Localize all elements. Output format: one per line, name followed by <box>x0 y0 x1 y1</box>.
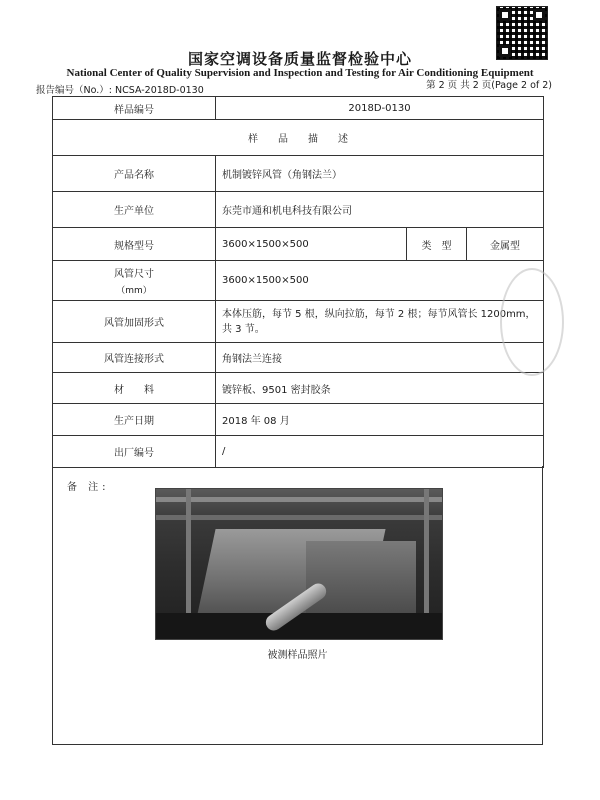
row-label: 材 料 <box>53 373 216 404</box>
remarks-label: 备 注: <box>67 482 110 493</box>
remarks-section <box>52 466 543 745</box>
row-value: 镀锌板、9501 密封胶条 <box>216 373 544 404</box>
sample-photo <box>155 488 443 640</box>
table-row <box>53 261 544 301</box>
row-value: 2018 年 08 月 <box>216 404 544 436</box>
row-label: 出厂编号 <box>53 436 216 468</box>
row-value: 机制镀锌风管（角钢法兰） <box>216 156 544 192</box>
title-chinese: 国家空调设备质量监督检验中心 <box>187 50 412 68</box>
report-number: 报告编号（No.）: NCSA-2018D-0130 <box>36 85 204 96</box>
table-row <box>53 343 544 373</box>
row-label <box>53 261 216 301</box>
row-label-line2: （mm） <box>116 286 152 296</box>
sample-description-table <box>52 96 544 468</box>
row-value: 本体压筋，每节 5 根，纵向拉筋，每节 2 根；每节风管长 1200mm，共 3 节。 <box>216 301 544 343</box>
row-label: 规格型号 <box>53 228 216 261</box>
table-row <box>53 156 544 192</box>
row-value: 3600×1500×500 <box>216 261 544 301</box>
row-value: / <box>216 436 544 468</box>
table-row <box>53 404 544 436</box>
table-row <box>53 228 544 261</box>
row-label: 风管连接形式 <box>53 343 216 373</box>
row-label: 生产日期 <box>53 404 216 436</box>
row-value: 东莞市通和机电科技有限公司 <box>216 192 544 228</box>
row-label-line1: 风管尺寸 <box>114 269 154 280</box>
table-row <box>53 373 544 404</box>
type-label: 类 型 <box>407 228 467 261</box>
row-label: 产品名称 <box>53 156 216 192</box>
row-value: 角钢法兰连接 <box>216 343 544 373</box>
page-number: 第 2 页 共 2 页(Page 2 of 2) <box>426 80 552 91</box>
table-row-heading <box>53 120 544 156</box>
table-row <box>53 192 544 228</box>
row-label: 风管加固形式 <box>53 301 216 343</box>
type-value: 金属型 <box>467 228 544 261</box>
table-row <box>53 436 544 468</box>
section-heading: 样 品 描 述 <box>53 120 544 156</box>
sample-no-value: 2018D-0130 <box>216 97 544 120</box>
row-label: 生产单位 <box>53 192 216 228</box>
row-value: 3600×1500×500 <box>216 228 407 261</box>
photo-caption: 被测样品照片 <box>267 650 328 661</box>
table-row <box>53 301 544 343</box>
sample-no-label: 样品编号 <box>53 97 216 120</box>
table-row-sample-no <box>53 97 544 120</box>
title-english: National Center of Quality Supervision and Inspection and Testing for Air Conditioning Equipment <box>66 67 534 79</box>
